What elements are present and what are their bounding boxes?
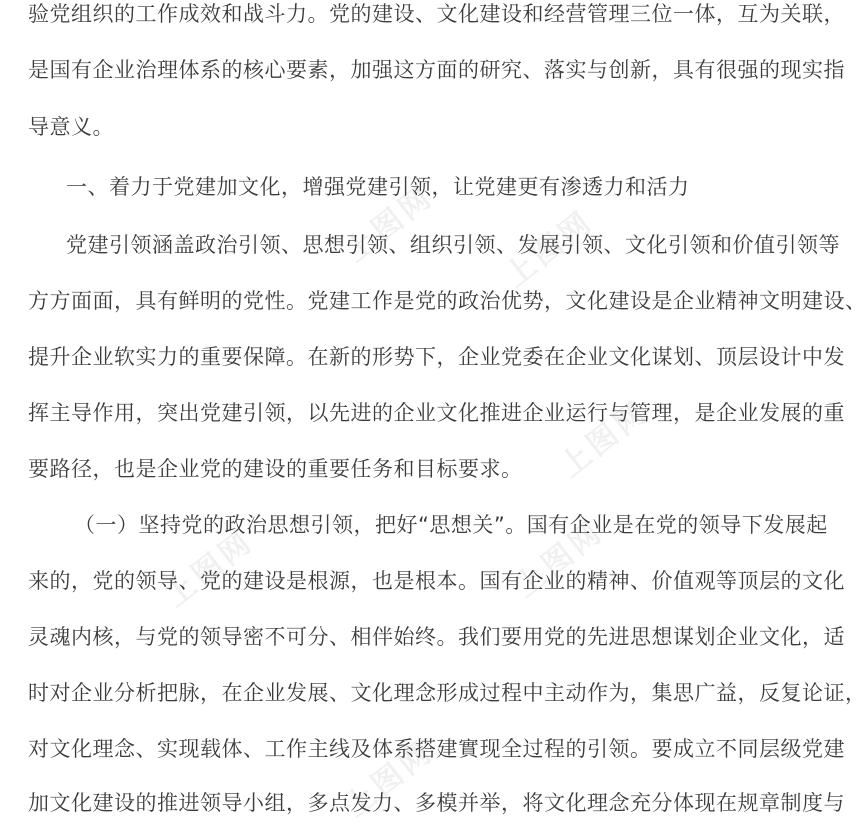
watermark-text: 上图网 [338, 178, 441, 270]
text-line: 要路径，也是企业党的建设的重要任务和目标要求。 [28, 457, 523, 481]
text-line: 来的，党的领导、党的建设是根源，也是根本。国有企业的精神、价值观等顶层的文化 [28, 569, 845, 593]
text-line: 对文化理念、实现载体、工作主线及体系搭建實现全过程的引领。要成立不同层级党建 [28, 737, 845, 761]
subsection-heading: （一）坚持党的政治思想引领，把好“思想关”。国有企业是在党的领导下发展起 [74, 513, 828, 537]
watermark-text: 上图网 [338, 733, 441, 825]
watermark-text: 上图网 [158, 523, 261, 615]
text-line: 灵魂内核，与党的领导密不可分、相伴始终。我们要用党的先进思想谋划企业文化，适 [28, 625, 845, 649]
watermark-text: 上图网 [553, 393, 656, 485]
section-heading: 一、着力于党建加文化，增强党建引领，让党建更有渗透力和活力 [66, 175, 690, 199]
text-line: 方方面面，具有鲜明的党性。党建工作是党的政治优势，文化建设是企业精神文明建设、 [28, 289, 867, 313]
watermark-text: 上图网 [498, 203, 601, 295]
text-line: 验党组织的工作成效和战斗力。党的建设、文化建设和经营管理三位一体，互为关联， [28, 2, 845, 26]
text-line: 挥主导作用，突出党建引领，以先进的企业文化推进企业运行与管理，是企业发展的重 [28, 401, 845, 425]
text-line: 党建引领涵盖政治引领、思想引领、组织引领、发展引领、文化引领和价值引领等 [66, 233, 840, 257]
text-line: 时对企业分析把脉，在企业发展、文化理念形成过程中主动作为，集思广益，反复论证， [28, 681, 867, 705]
text-line: 加文化建设的推进领导小组，多点发力、多模并举，将文化理念充分体现在规章制度与 [28, 791, 845, 815]
text-line: 是国有企业治理体系的核心要素，加强这方面的研究、落实与创新，具有很强的现实指 [28, 58, 845, 82]
watermark-text: 上图网 [508, 513, 611, 605]
text-line: 导意义。 [28, 115, 114, 139]
text-line: 提升企业软实力的重要保障。在新的形势下，企业党委在企业文化谋划、顶层设计中发 [28, 345, 845, 369]
